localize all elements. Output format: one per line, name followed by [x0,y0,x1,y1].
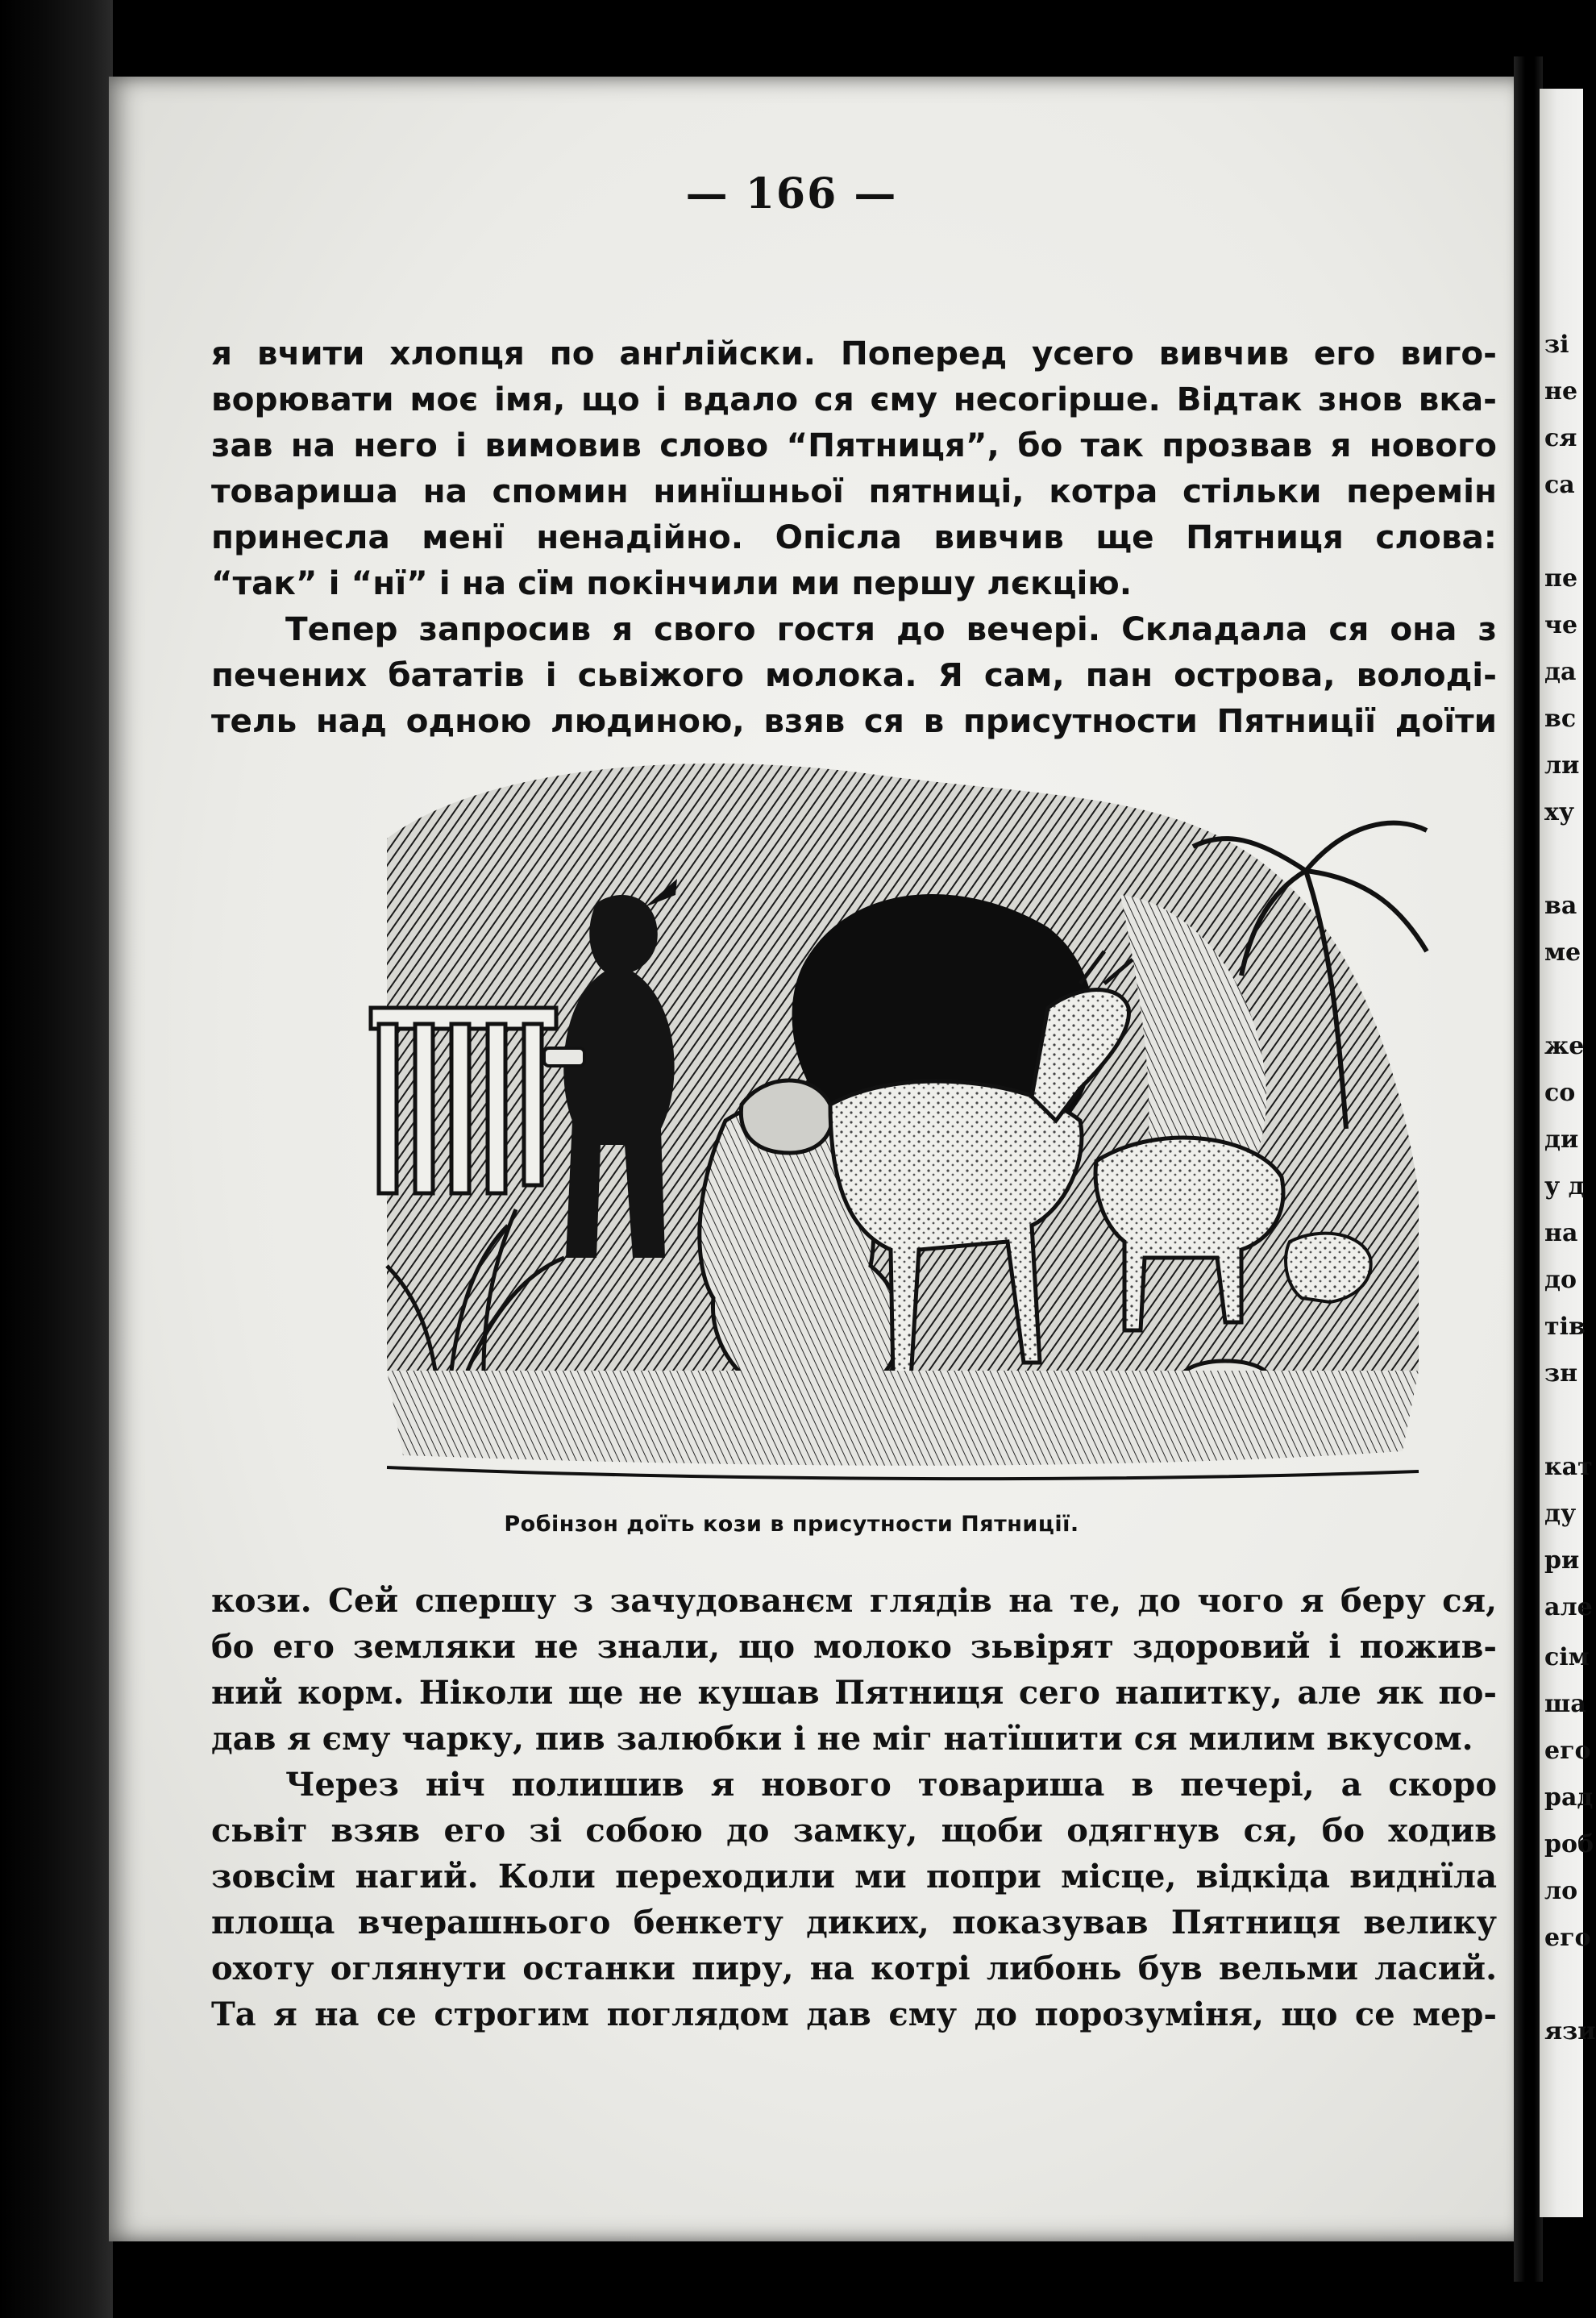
facing-text-fragment: ду [1544,1500,1577,1528]
facing-text-fragment: на [1544,1219,1578,1247]
facing-text-fragment: са [1544,471,1575,499]
facing-text-fragment: язи [1544,2017,1596,2045]
book-gutter [1514,56,1543,2282]
facing-text-fragment: кат [1544,1453,1593,1481]
text-line: сьвіт взяв его зі собою до замку, щоби одягнув ся, бо ходив [211,1812,1497,1850]
body-text-top [211,331,1497,744]
text-line: охоту оглянути останки пиру, на котрі либонь був вельми ласий. [211,1950,1497,1987]
book-binding-left [0,0,113,2318]
facing-text-fragment: ша [1544,1690,1586,1718]
facing-text-fragment: зн [1544,1359,1578,1388]
facing-text-fragment: че [1544,611,1578,639]
text-line: ний корм. Ніколи ще не кушав Пятниця сего напитку, але як по- [211,1674,1497,1712]
paragraph-2 [211,606,1497,744]
text-line: тель над одною людиною, взяв ся в присутности Пятниції доїти [211,701,1497,740]
text-line: ворювати моє імя, що і вдало ся єму несогірше. Відтак знов вка- [211,380,1497,418]
text-line: площа вчерашнього бенкету диких, показував Пятниця велику [211,1904,1497,1941]
facing-text-fragment: ме [1544,938,1581,967]
text-line: Та я на се строгим поглядом дав єму до порозуміня, що се мер- [211,1995,1497,2033]
facing-text-fragment: у д [1544,1172,1585,1201]
facing-text-fragment: ди [1544,1126,1579,1154]
text-line: дав я єму чарку, пив залюбки і не міг натїшити ся милим вкусом. [211,1720,1473,1758]
facing-text-fragment: до [1544,1266,1577,1294]
text-line: зав на него і вимовив слово “Пятниця”, бо так прозвав я нового [211,426,1497,464]
text-line: принесла менї ненадійно. Опісла вивчив ще Пятниця слова: [211,518,1497,556]
facing-text-fragment: же [1544,1032,1585,1060]
facing-text-fragment: але [1544,1593,1593,1621]
facing-text-fragment: ся [1544,424,1577,452]
page-number: — 166 — [685,169,898,218]
facing-page-edge [1540,89,1596,2217]
facing-text-fragment: рад [1544,1783,1594,1812]
facing-text-fragment: тів [1544,1313,1586,1341]
facing-text-fragment: роб [1544,1830,1594,1858]
text-line: кози. Сей спершу з зачудованєм глядів на те, до чого я беру ся, [211,1582,1497,1620]
illustration-caption: Робінзон доїть кози в присутности Пятниції. [504,1512,1079,1537]
facing-text-fragment: ри [1544,1546,1580,1575]
facing-text-fragment: ло [1544,1877,1578,1905]
paragraph-3 [211,1578,1497,1762]
text-line: зовсім нагий. Коли переходили ми попри місце, відкіда виднїла [211,1858,1497,1896]
text-line: Тепер запросив я свого гостя до вечері. Складала ся она з [285,610,1497,648]
facing-text-fragment: вс [1544,705,1577,733]
text-line: Через ніч полишив я нового товариша в печері, а скоро [285,1766,1497,1804]
paragraph-1 [211,331,1497,606]
facing-text-fragment: его [1544,1924,1591,1952]
facing-text-fragment: ху [1544,798,1575,826]
text-line: бо его земляки не знали, що молоко зьвірят здоровий і пожив- [211,1628,1497,1666]
facing-text-fragment: да [1544,658,1577,686]
facing-text-fragment: зі [1544,331,1569,359]
facing-text-fragment: сім [1544,1643,1590,1671]
text-line: “так” і “нї” і на сїм покінчили ми першу лєкцію. [211,564,1133,602]
facing-text-fragment: со [1544,1079,1576,1107]
facing-text-fragment: его [1544,1737,1591,1765]
facing-text-fragment: не [1544,377,1578,406]
paragraph-4 [211,1762,1497,2037]
text-line: я вчити хлопця по анґлійски. Поперед усего вивчив его виго- [211,334,1497,372]
facing-text-fragment: пе [1544,564,1578,593]
facing-text-fragment: ва [1544,892,1577,920]
text-line: печених бататів і сьвіжого молока. Я сам, пан острова, володі- [211,655,1497,694]
body-text-bottom [211,1578,1497,2037]
text-line: товариша на спомин нинїшньої пятниці, котра стільки перемін [211,472,1497,510]
engraving-illustration [355,742,1471,1496]
facing-text-fragment: ли [1544,751,1580,780]
